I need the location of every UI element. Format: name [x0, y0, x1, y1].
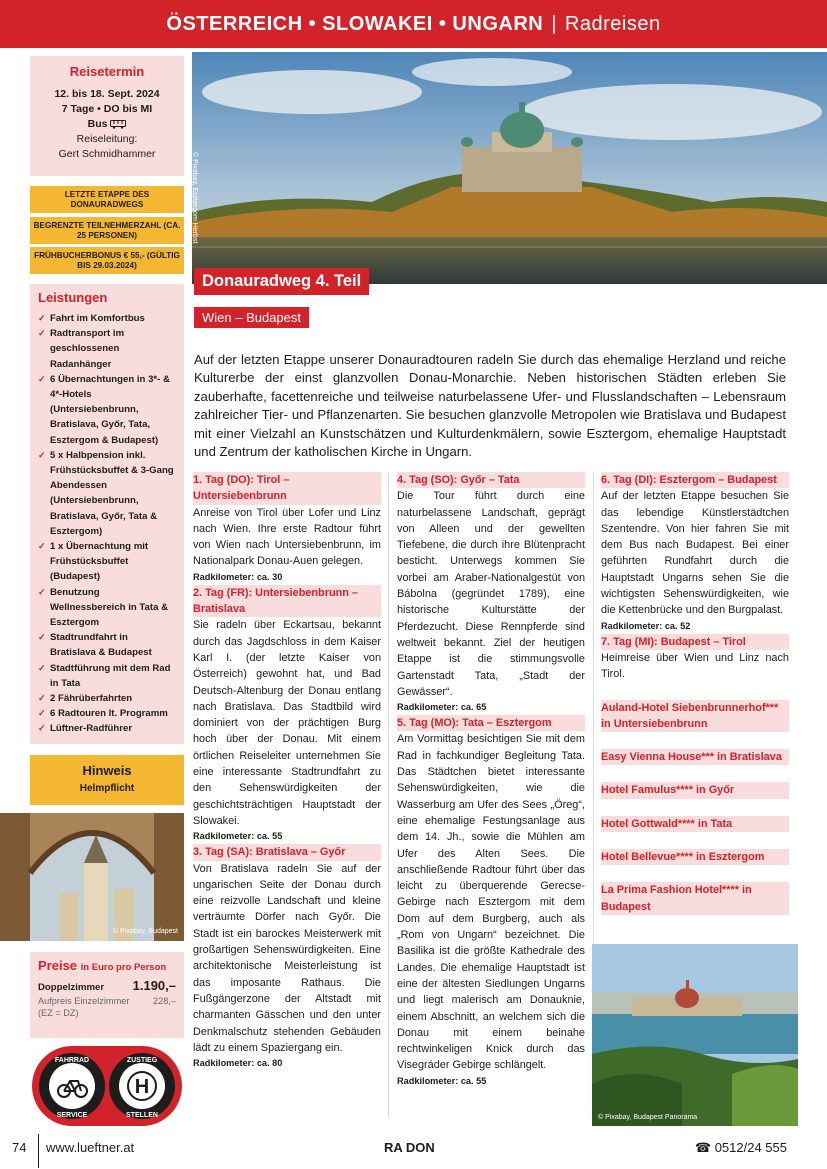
page-footer [0, 1134, 827, 1169]
day-1-km: Radkilometer: ca. 30 [193, 571, 283, 582]
day-3-heading: 3. Tag (SA): Bratislava – Győr [193, 844, 381, 860]
header-separator: | [551, 12, 557, 35]
day-6-heading: 6. Tag (DI): Esztergom – Budapest [601, 472, 789, 488]
phone [695, 1140, 787, 1156]
intro-text: Auf der letzten Etappe unserer Donauradtouren radeln Sie durch das ehemalige Herzland und reiche Kulturerbe der einst glanzvollen Donau-Monarchie. Neben historischen Städten erleben Sie zauberhafte, facettenreiche und teilweise naturbelassene Ufer- und Flusslandschaften – Lebensraum zahlreicher Tier- und Pflanzenarten. Sie besuchen glanzvolle Metropolen wie Bratislava und Budapest mit einer Vielzahl an Kunstschätzen und Kulturdenkmälern, sowie Esztergom, ehemalige Hauptstadt und Zentrum der katholischen Kirche in Ungarn. [194, 352, 786, 460]
check-icon: ✓ [38, 313, 46, 323]
list-item: ✓ Fahrt im Komfortbus [38, 311, 176, 326]
day-6-km: Radkilometer: ca. 52 [601, 620, 691, 631]
day-3-km: Radkilometer: ca. 80 [193, 1058, 283, 1069]
photo-credit-panorama: © Pixabay, Budapest Panorama [598, 1114, 698, 1121]
leistungen-title: Leistungen [38, 290, 108, 305]
check-icon: ✓ [38, 662, 46, 673]
list-item: ✓ Radtransport im geschlossenen Radanhänger [38, 328, 125, 370]
day-5-text: Am Vormittag besichtigen Sie mit dem Rad in fachkundiger Begleitung Tata. Das Städtchen bietet interessante Sehenswürdigkeiten, wie die Wasserburg am Ufer des Sees „Öreg“, eine ehemalige Festungsanlage aus dem 14. Jh., sowie die Mühlen am Ufer des Alten Sees. Die anschließende Radtour führt über das leicht zu überquerende Gerecse-Gebirge nach Esztergom mit dem Dom auf dem Burgberg, auch als „Rom von Ungarn“ bezeichnet. Die Basilika ist die größte Kathedrale des Landes. Die ehemalige Hauptstadt ist eine der ältesten Siedlungen Ungarns und liegt malerisch am Donauknie, einem Abschnitt, an welchem sich die Donau mit einem beinahe rechtwinkeligen Knick durch das Visegráder Gebirge schlängelt. [397, 733, 585, 1072]
hotel-item: Auland-Hotel Siebenbrunnerhof*** in Untersiebenbrunn [601, 700, 789, 733]
ez-value: 228,– [153, 996, 176, 1006]
list-item: ✓ 6 Übernachtungen in 3*- & 4*-Hotels (Untersiebenbrunn, Bratislava, Győr, Tata, Esztergom & Budapest) [38, 373, 170, 446]
preise-title: Preise in Euro pro Person [38, 958, 167, 973]
leistungen-box [30, 284, 184, 744]
price-row-ez [38, 996, 176, 1006]
day-5-heading: 5. Tag (MO): Tata – Esztergom [397, 715, 585, 731]
reisetermin-transport [30, 117, 184, 132]
day-4-heading: 4. Tag (SO): Győr – Tata [397, 472, 585, 488]
list-item: ✓ 6 Radtouren lt. Programm [38, 706, 176, 721]
service-badges [32, 1046, 182, 1126]
leistungen-list [38, 311, 176, 737]
day-7-text: Heimreise über Wien und Linz nach Tirol. [601, 651, 789, 681]
day-7-heading: 7. Tag (MI): Budapest – Tirol [601, 634, 789, 650]
hinweis-text: Helmpflicht [79, 783, 135, 794]
tour-code: RA DON [384, 1140, 435, 1155]
parliament-illustration [592, 944, 798, 1126]
ez-note: (EZ = DZ) [38, 1008, 79, 1018]
reisetermin-dates: 12. bis 18. Sept. 2024 [54, 88, 160, 100]
check-icon: ✓ [38, 632, 46, 643]
footer-divider [38, 1134, 39, 1168]
price-row-dz [38, 978, 176, 993]
website-link[interactable]: www.lueftner.at [46, 1140, 135, 1155]
day-3-text: Von Bratislava radeln Sie auf der ungarischen Seite der Donau durch eine reizvolle Landschaft und kleine verträumte Dörfer nach Győr. Die Stadt ist ein barockes Meisterwerk mit großartigen Sehenswürdigkeiten. Eine architektonische Meisterleistung ist das imposante Rathaus. Die Fußgängerzone der Altstadt mit charmanten Gässchen und den unter Denkmalschutz stehenden Gebäuden lädt zu einem Spaziergang ein. [193, 862, 381, 1054]
hotel-item: Hotel Famulus**** in Győr [601, 782, 789, 798]
itinerary-column-3 [601, 472, 789, 915]
dz-value: 1.190,– [132, 978, 176, 993]
day-1-text: Anreise von Tirol über Lofer und Linz nach Wien. Ihre erste Radtour führt von Wien nach Untersiebenbrunn, im Nationalpark Donau-Auen gelegen. [193, 506, 381, 568]
logo-right-bottom: STELLEN [126, 1112, 158, 1119]
phone-number: 0512/24 555 [714, 1140, 787, 1155]
photo-credit-budapest: © Pixabay, Budapest [113, 928, 178, 935]
list-item: ✓ Benutzung Wellnessbereich in Tata & Esztergom [38, 586, 169, 629]
tour-title: Donauradweg 4. Teil [194, 268, 369, 295]
badge-letzte-etappe: LETZTE ETAPPE DES DONAURADWEGS [30, 186, 184, 213]
reisetermin-duration: 7 Tage • DO bis MI [61, 103, 153, 115]
service-badges-graphic [32, 1046, 182, 1126]
hinweis-box [30, 755, 184, 805]
fishermans-bastion-illustration [0, 813, 184, 941]
check-icon: ✓ [38, 541, 46, 552]
esztergom-illustration [192, 52, 827, 284]
reiseleitung-name: Gert Schmidhammer [58, 148, 156, 160]
hotel-item: La Prima Fashion Hotel**** in Budapest [601, 882, 789, 915]
day-6-text: Auf der letzten Etappe besuchen Sie das lebendige Künstlerstädtchen Szentendre. Von hier fahren Sie mit dem Bus nach Budapest. Bei einer geführten Rundfahrt durch die Hauptstadt Ungarns sehen Sie die wichtigsten Sehenswürdigkeiten, wie die Kettenbrücke und den Burgpalast. [601, 490, 789, 617]
day-4-km: Radkilometer: ca. 65 [397, 702, 487, 713]
page-number: 74 [12, 1140, 27, 1155]
badge-fruehbucher: FRÜHBUCHERBONUS € 55,- (GÜLTIG BIS 29.03.2024) [30, 247, 184, 274]
logo-right-top: ZUSTIEG [126, 1057, 158, 1064]
badge-teilnehmerzahl: BEGRENZTE TEILNEHMERZAHL (CA. 25 PERSONEN) [30, 217, 184, 244]
dz-label: Doppelzimmer [38, 982, 105, 993]
logo-left-top: FAHRRAD [54, 1057, 90, 1064]
page-header [0, 0, 827, 48]
day-5-km: Radkilometer: ca. 55 [397, 1075, 487, 1086]
check-icon: ✓ [38, 586, 46, 597]
logo-left-bottom: SERVICE [56, 1112, 88, 1119]
day-2-text: Sie radeln über Eckartsau, bekannt durch das Jagdschloss in dem Kaiser Karl I. (der letzte Kaiser von Österreich) gewohnt hat, und Bad Deutsch-Altenburg der Donau entlang nach Bratislava. Das Stadtbild wird dominiert von der prächtigen Burg hoch über der Donau. Mit einem örtlichen Reiseleiter unternehmen Sie eine interessante Stadtrundfahrt zu den Sehenswürdigkeiten der geschichtsträchtigen Hauptstadt der Slowakei. [193, 619, 381, 827]
header-category: Radreisen [564, 12, 661, 35]
transport-label: Bus [87, 118, 108, 130]
check-icon: ✓ [38, 328, 46, 339]
list-item: ✓ 1 x Übernachtung mit Frühstücksbuffet (Budapest) [38, 541, 149, 583]
photo-credit-esztergom: © Pixabay, Esztergom Herbst [191, 152, 198, 244]
bus-icon [110, 120, 126, 129]
itinerary-column-1 [193, 472, 381, 1071]
budapest-arch-photo [0, 813, 184, 941]
tour-subtitle: Wien – Budapest [194, 307, 309, 328]
list-item: ✓ 2 Fährüberfahrten [38, 691, 176, 706]
reiseleitung-label: Reiseleitung: [76, 133, 138, 145]
list-item: ✓ Lüftner-Radführer [38, 721, 176, 736]
check-icon: ✓ [38, 449, 46, 460]
logo-h-letter: H [134, 1076, 150, 1098]
list-item: ✓ 5 x Halbpension inkl. Frühstücksbuffet & 3-Gang Abendessen (Untersiebenbrunn, Bratislava, Győr, Tata & Esztergom) [38, 449, 174, 537]
check-icon: ✓ [38, 373, 46, 384]
header-title: ÖSTERREICH • SLOWAKEI • UNGARN [166, 12, 544, 35]
reisetermin-title: Reisetermin [69, 64, 145, 79]
check-icon: ✓ [38, 723, 46, 734]
hotel-item: Hotel Bellevue**** in Esztergom [601, 849, 789, 865]
itinerary-column-2 [397, 472, 585, 1089]
check-icon: ✓ [38, 708, 46, 719]
hinweis-title: Hinweis [82, 763, 132, 778]
hotel-item: Easy Vienna House*** in Bratislava [601, 749, 789, 765]
column-divider [388, 472, 389, 1117]
ez-label: Aufpreis Einzelzimmer [38, 996, 130, 1006]
day-4-text: Die Tour führt durch eine naturbelassene Landschaft, geprägt von Alleen und der gewellten Tiefebene, die durch ihre Blütenpracht besticht. Unterwegs kommen Sie vorbei am Araber-Nationalgestüt von Bábolna (gegründet 1789), eine historische Kulturstätte der Pferdezucht. Diese Rennpferde sind weltweit bekannt. Ziel der heutigen Etappe ist die stimmungsvolle Gartenstadt Tata, „Stadt der Gewässer“. [397, 490, 585, 698]
list-item: ✓ Stadtrundfahrt in Bratislava & Budapest [38, 632, 152, 659]
day-2-km: Radkilometer: ca. 55 [193, 831, 283, 842]
reisetermin-box [30, 56, 184, 176]
list-item: ✓ Stadtführung mit dem Rad in Tata [38, 662, 171, 689]
esztergom-hero-photo [192, 52, 827, 284]
budapest-panorama-photo [592, 944, 798, 1126]
day-2-heading: 2. Tag (FR): Untersiebenbrunn – Bratislava [193, 585, 381, 618]
preise-box [30, 952, 184, 1038]
day-1-heading: 1. Tag (DO): Tirol – Untersiebenbrunn [193, 472, 381, 505]
check-icon: ✓ [38, 693, 46, 704]
hotel-item: Hotel Gottwald**** in Tata [601, 816, 789, 832]
phone-icon: ☎ [694, 1140, 712, 1155]
